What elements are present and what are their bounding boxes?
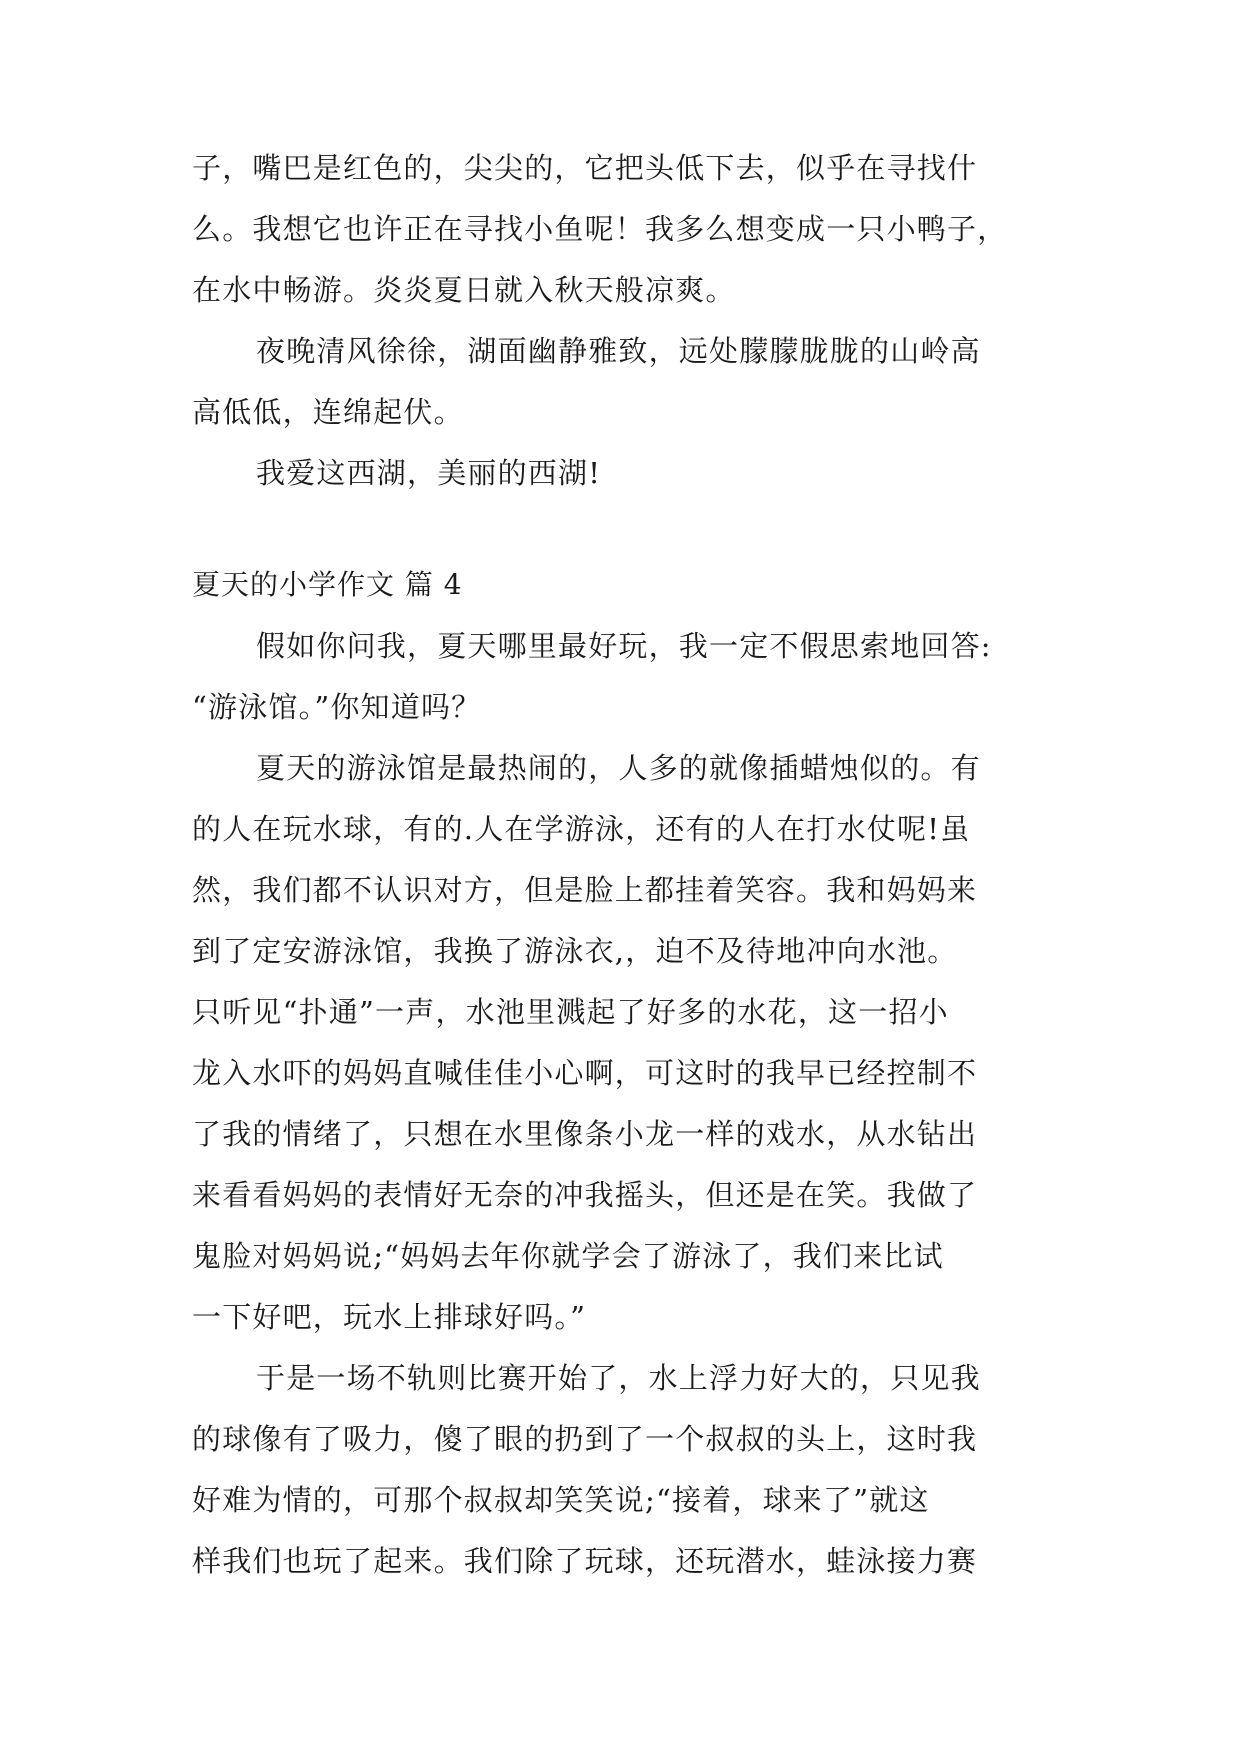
text-line: 来看看妈妈的表情好无奈的冲我摇头，但还是在笑。我做了: [192, 1178, 978, 1212]
text-line: 高低低，连绵起伏。: [192, 395, 464, 429]
section-title: 夏天的小学作文 篇 4: [192, 568, 463, 601]
text-line: 样我们也玩了起来。我们除了玩球，还玩潜水，蛙泳接力赛: [192, 1544, 978, 1578]
text-line: 的人在玩水球，有的.人在学游泳，还有的人在打水仗呢!虽: [192, 812, 971, 846]
text-line: 在水中畅游。炎炎夏日就入秋天般凉爽。: [192, 273, 736, 307]
text-line: 夜晚清风徐徐，湖面幽静雅致，远处朦朦胧胧的山岭高: [256, 334, 981, 368]
text-line: 好难为情的，可那个叔叔却笑笑说;“接着，球来了”就这: [192, 1483, 930, 1517]
text-line: 只听见“扑通”一声，水池里溅起了好多的水花，这一招小: [192, 995, 949, 1029]
text-line: 么。我想它也许正在寻找小鱼呢！我多么想变成一只小鸭子，: [192, 212, 1008, 246]
text-line: 于是一场不轨则比赛开始了，水上浮力好大的，只见我: [256, 1361, 981, 1395]
text-line: 到了定安游泳馆，我换了游泳衣,，迫不及待地冲向水池。: [192, 934, 958, 968]
text-line: 子，嘴巴是红色的，尖尖的，它把头低下去，似乎在寻找什: [192, 151, 978, 185]
text-line: “游泳馆。”你知道吗？: [192, 690, 482, 724]
text-line: 我爱这西湖，美丽的西湖!: [256, 456, 602, 490]
text-line: 的球像有了吸力，傻了眼的扔到了一个叔叔的头上，这时我: [192, 1422, 978, 1456]
text-line: 假如你问我，夏天哪里最好玩，我一定不假思索地回答:: [256, 629, 992, 663]
text-line: 一下好吧，玩水上排球好吗。”: [192, 1300, 587, 1334]
text-line: 龙入水吓的妈妈直喊佳佳小心啊，可这时的我早已经控制不: [192, 1056, 978, 1090]
text-line: 了我的情绪了，只想在水里像条小龙一样的戏水，从水钻出: [192, 1117, 978, 1151]
text-line: 然，我们都不认识对方，但是脸上都挂着笑容。我和妈妈来: [192, 873, 978, 907]
text-line: 鬼脸对妈妈说;“妈妈去年你就学会了游泳了，我们来比试: [192, 1239, 944, 1273]
text-line: 夏天的游泳馆是最热闹的，人多的就像插蜡烛似的。有: [256, 751, 981, 785]
